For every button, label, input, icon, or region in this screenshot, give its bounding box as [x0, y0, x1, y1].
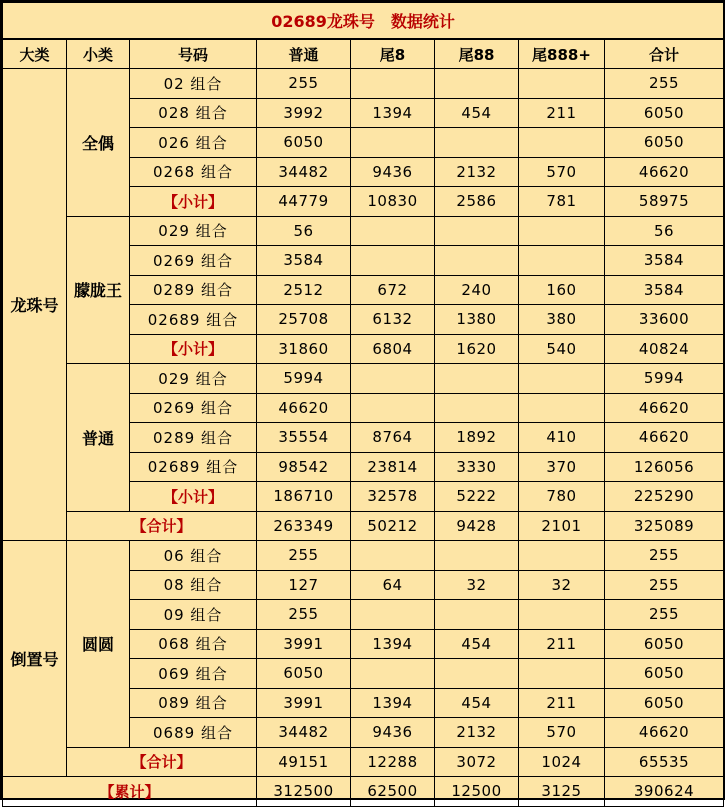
- code-cell: 02689 组合: [130, 305, 257, 335]
- value-cell: 3584: [605, 246, 724, 276]
- value-cell: [435, 128, 519, 158]
- value-cell: 1394: [351, 629, 435, 659]
- value-cell: 5222: [435, 482, 519, 512]
- code-cell: 0268 组合: [130, 157, 257, 187]
- code-cell: 029 组合: [130, 216, 257, 246]
- value-cell: 34482: [257, 157, 351, 187]
- total-row: [3, 511, 724, 541]
- value-cell: [435, 216, 519, 246]
- value-cell: [351, 541, 435, 571]
- table-row: [3, 541, 724, 571]
- total-row: [3, 747, 724, 777]
- value-cell: 3584: [605, 275, 724, 305]
- value-cell: 23814: [351, 452, 435, 482]
- header-cell: 大类: [3, 39, 67, 69]
- code-cell: 089 组合: [130, 688, 257, 718]
- code-cell: 068 组合: [130, 629, 257, 659]
- value-cell: 25708: [257, 305, 351, 335]
- header-cell: 尾888+: [519, 39, 605, 69]
- code-cell: 0689 组合: [130, 718, 257, 748]
- header-cell: 普通: [257, 39, 351, 69]
- value-cell: 5994: [257, 364, 351, 394]
- value-cell: 6050: [605, 128, 724, 158]
- grand-total-label: 【累计】: [3, 777, 257, 807]
- value-cell: 3992: [257, 98, 351, 128]
- header-cell: 号码: [130, 39, 257, 69]
- value-cell: 255: [605, 600, 724, 630]
- subcategory-label: 朦胧王: [67, 216, 130, 364]
- subtotal-label: 【小计】: [130, 482, 257, 512]
- code-cell: 028 组合: [130, 98, 257, 128]
- value-cell: [351, 364, 435, 394]
- value-cell: 9428: [435, 511, 519, 541]
- code-cell: 09 组合: [130, 600, 257, 630]
- total-label: 【合计】: [67, 511, 257, 541]
- value-cell: 49151: [257, 747, 351, 777]
- value-cell: 370: [519, 452, 605, 482]
- value-cell: 255: [605, 541, 724, 571]
- value-cell: 225290: [605, 482, 724, 512]
- value-cell: 64: [351, 570, 435, 600]
- value-cell: 3330: [435, 452, 519, 482]
- value-cell: 211: [519, 98, 605, 128]
- value-cell: 380: [519, 305, 605, 335]
- value-cell: [351, 69, 435, 99]
- value-cell: 50212: [351, 511, 435, 541]
- value-cell: [519, 128, 605, 158]
- value-cell: 263349: [257, 511, 351, 541]
- value-cell: 1380: [435, 305, 519, 335]
- value-cell: 6050: [257, 128, 351, 158]
- value-cell: 454: [435, 688, 519, 718]
- value-cell: 672: [351, 275, 435, 305]
- code-cell: 08 组合: [130, 570, 257, 600]
- value-cell: 12288: [351, 747, 435, 777]
- value-cell: 312500: [257, 777, 351, 807]
- grand-total-row: [3, 777, 724, 807]
- value-cell: 211: [519, 688, 605, 718]
- value-cell: 1024: [519, 747, 605, 777]
- code-cell: 06 组合: [130, 541, 257, 571]
- value-cell: 56: [605, 216, 724, 246]
- value-cell: 255: [257, 600, 351, 630]
- value-cell: 780: [519, 482, 605, 512]
- value-cell: 12500: [435, 777, 519, 807]
- value-cell: [519, 600, 605, 630]
- header-cell: 尾88: [435, 39, 519, 69]
- value-cell: 6050: [605, 688, 724, 718]
- value-cell: 126056: [605, 452, 724, 482]
- category-label: 龙珠号: [3, 69, 67, 541]
- value-cell: 8764: [351, 423, 435, 453]
- value-cell: 6132: [351, 305, 435, 335]
- value-cell: 9436: [351, 718, 435, 748]
- value-cell: 2586: [435, 187, 519, 217]
- value-cell: 32: [435, 570, 519, 600]
- value-cell: [519, 69, 605, 99]
- value-cell: [435, 541, 519, 571]
- value-cell: [351, 600, 435, 630]
- value-cell: [435, 600, 519, 630]
- value-cell: 44779: [257, 187, 351, 217]
- value-cell: 10830: [351, 187, 435, 217]
- value-cell: 390624: [605, 777, 724, 807]
- table-row: [3, 69, 724, 99]
- value-cell: 31860: [257, 334, 351, 364]
- value-cell: 781: [519, 187, 605, 217]
- value-cell: [351, 246, 435, 276]
- value-cell: 570: [519, 157, 605, 187]
- value-cell: 46620: [605, 718, 724, 748]
- value-cell: 6050: [605, 98, 724, 128]
- value-cell: 40824: [605, 334, 724, 364]
- value-cell: 9436: [351, 157, 435, 187]
- value-cell: [519, 246, 605, 276]
- value-cell: 32: [519, 570, 605, 600]
- value-cell: 240: [435, 275, 519, 305]
- subtotal-label: 【小计】: [130, 334, 257, 364]
- value-cell: [351, 393, 435, 423]
- stats-table: [2, 2, 724, 807]
- value-cell: [435, 246, 519, 276]
- code-cell: 069 组合: [130, 659, 257, 689]
- subcategory-label: 全偶: [67, 69, 130, 217]
- value-cell: 46620: [605, 393, 724, 423]
- value-cell: 1394: [351, 98, 435, 128]
- value-cell: 65535: [605, 747, 724, 777]
- page-title: 02689龙珠号 数据统计: [3, 3, 724, 40]
- total-label: 【合计】: [67, 747, 257, 777]
- value-cell: 325089: [605, 511, 724, 541]
- code-cell: 02689 组合: [130, 452, 257, 482]
- value-cell: [519, 541, 605, 571]
- code-cell: 0269 组合: [130, 393, 257, 423]
- value-cell: [351, 128, 435, 158]
- subtotal-label: 【小计】: [130, 187, 257, 217]
- value-cell: [435, 69, 519, 99]
- table-row: [3, 216, 724, 246]
- value-cell: 2132: [435, 718, 519, 748]
- value-cell: 3584: [257, 246, 351, 276]
- value-cell: 160: [519, 275, 605, 305]
- value-cell: [435, 364, 519, 394]
- value-cell: 3991: [257, 688, 351, 718]
- value-cell: 35554: [257, 423, 351, 453]
- category-label: 倒置号: [3, 541, 67, 777]
- value-cell: 6804: [351, 334, 435, 364]
- value-cell: 46620: [605, 157, 724, 187]
- value-cell: 255: [257, 69, 351, 99]
- value-cell: 33600: [605, 305, 724, 335]
- value-cell: [519, 659, 605, 689]
- value-cell: 127: [257, 570, 351, 600]
- value-cell: [351, 659, 435, 689]
- value-cell: 454: [435, 98, 519, 128]
- value-cell: 255: [605, 570, 724, 600]
- code-cell: 0289 组合: [130, 275, 257, 305]
- value-cell: 3125: [519, 777, 605, 807]
- header-cell: 小类: [67, 39, 130, 69]
- value-cell: 98542: [257, 452, 351, 482]
- header-cell: 尾8: [351, 39, 435, 69]
- value-cell: 46620: [605, 423, 724, 453]
- value-cell: 1892: [435, 423, 519, 453]
- value-cell: 454: [435, 629, 519, 659]
- value-cell: 255: [257, 541, 351, 571]
- value-cell: 540: [519, 334, 605, 364]
- value-cell: 2132: [435, 157, 519, 187]
- value-cell: [519, 364, 605, 394]
- value-cell: 2512: [257, 275, 351, 305]
- value-cell: [435, 393, 519, 423]
- header-cell: 合计: [605, 39, 724, 69]
- value-cell: 6050: [257, 659, 351, 689]
- value-cell: [351, 216, 435, 246]
- value-cell: 211: [519, 629, 605, 659]
- value-cell: 56: [257, 216, 351, 246]
- code-cell: 0289 组合: [130, 423, 257, 453]
- value-cell: 1620: [435, 334, 519, 364]
- value-cell: 570: [519, 718, 605, 748]
- value-cell: 58975: [605, 187, 724, 217]
- value-cell: 410: [519, 423, 605, 453]
- subcategory-label: 普通: [67, 364, 130, 512]
- value-cell: 6050: [605, 629, 724, 659]
- value-cell: 62500: [351, 777, 435, 807]
- value-cell: 255: [605, 69, 724, 99]
- value-cell: 46620: [257, 393, 351, 423]
- code-cell: 02 组合: [130, 69, 257, 99]
- header-row: [3, 39, 724, 69]
- subcategory-label: 圆圆: [67, 541, 130, 748]
- code-cell: 026 组合: [130, 128, 257, 158]
- table-row: [3, 364, 724, 394]
- value-cell: 3991: [257, 629, 351, 659]
- value-cell: [519, 393, 605, 423]
- value-cell: 186710: [257, 482, 351, 512]
- value-cell: 32578: [351, 482, 435, 512]
- value-cell: 3072: [435, 747, 519, 777]
- code-cell: 0269 组合: [130, 246, 257, 276]
- value-cell: [519, 216, 605, 246]
- value-cell: [435, 659, 519, 689]
- value-cell: 5994: [605, 364, 724, 394]
- value-cell: 1394: [351, 688, 435, 718]
- value-cell: 6050: [605, 659, 724, 689]
- value-cell: 34482: [257, 718, 351, 748]
- value-cell: 2101: [519, 511, 605, 541]
- code-cell: 029 组合: [130, 364, 257, 394]
